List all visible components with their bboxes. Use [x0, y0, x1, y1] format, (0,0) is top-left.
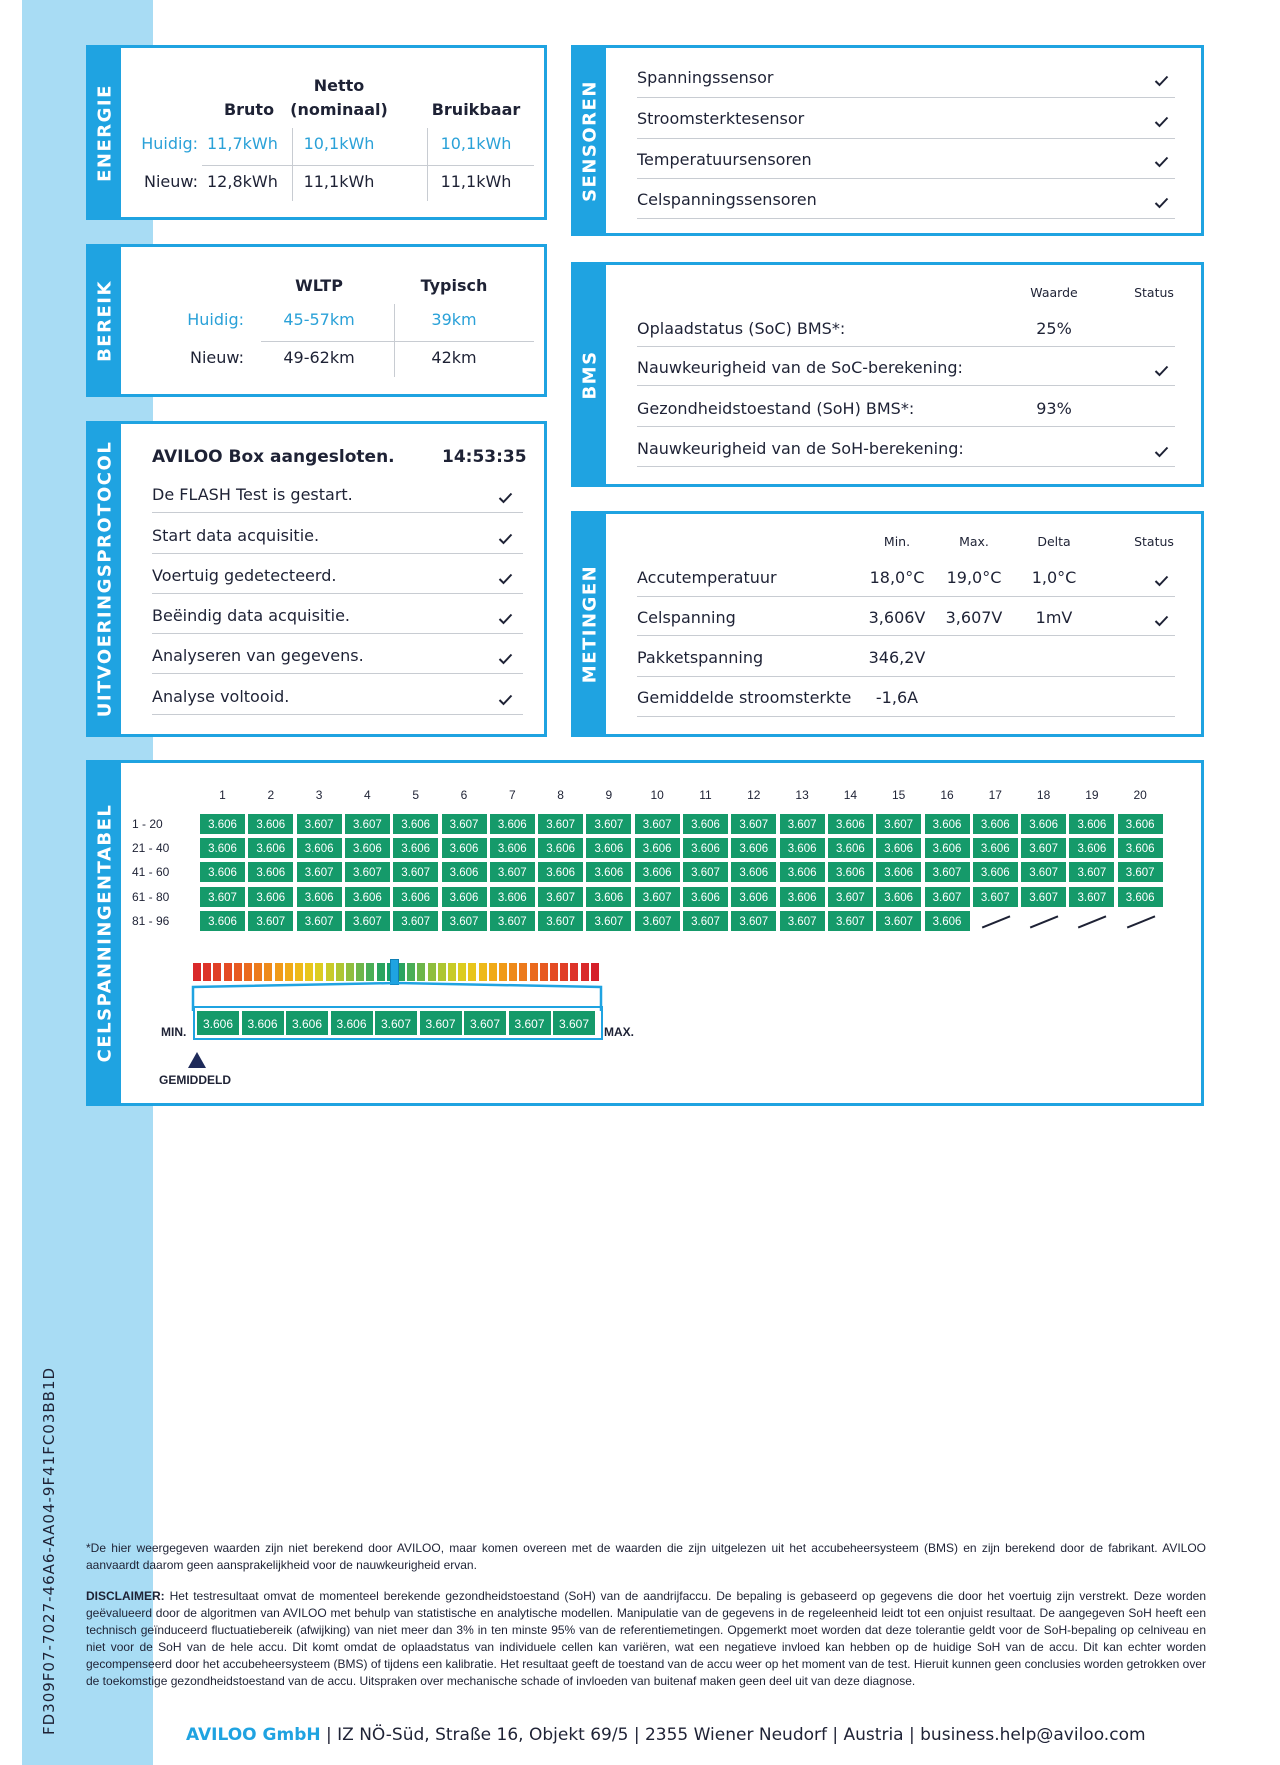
- column-number: 14: [843, 788, 858, 802]
- scale-max-label: MAX.: [604, 1025, 634, 1039]
- scale-segment: [519, 963, 527, 981]
- cell-voltage: 3.606: [730, 837, 777, 859]
- row-label: Huidig:: [187, 310, 244, 329]
- celspanning-tab: CELSPANNINGENTABEL: [89, 763, 121, 1103]
- cell-voltage: 3.607: [827, 886, 874, 908]
- cell-voltage: 3.607: [441, 813, 488, 835]
- cell-voltage: 3.606: [730, 861, 777, 883]
- meting-label: Pakketspanning: [637, 648, 764, 667]
- cell-voltage: 3.606: [875, 861, 922, 883]
- scale-segment: [550, 963, 558, 981]
- meting-max: 19,0°C: [946, 568, 1002, 587]
- disclaimer: [86, 1588, 1206, 1690]
- scale-segment: [336, 963, 344, 981]
- cell-voltage: 3.607: [779, 813, 826, 835]
- header-min: Min.: [883, 534, 911, 549]
- cell-voltage: 3.607: [392, 861, 439, 883]
- cell-voltage: 3.606: [199, 910, 246, 932]
- check-icon: [1154, 116, 1169, 128]
- divider: [152, 553, 523, 554]
- check-icon: [498, 492, 513, 504]
- scale-segment: [203, 963, 211, 981]
- value: 10,1kWh: [440, 134, 512, 153]
- header-status: Status: [1134, 534, 1174, 549]
- company-city: 2355 Wiener Neudorf: [644, 1725, 827, 1745]
- meting-min: 3,606V: [868, 608, 926, 627]
- scale-segment: [285, 963, 293, 981]
- scale-segment: [193, 963, 201, 981]
- cell-voltage: 3.606: [779, 837, 826, 859]
- cell-voltage: 3.606: [441, 837, 488, 859]
- cell-voltage: 3.606: [1020, 813, 1067, 835]
- cell-voltage: 3.606: [682, 837, 729, 859]
- check-icon: [498, 573, 513, 585]
- bms-label: Gezondheidstoestand (SoH) BMS*:: [637, 399, 915, 418]
- divider: [152, 512, 523, 513]
- cell-voltage: 3.607: [1020, 861, 1067, 883]
- column-number: 5: [412, 788, 420, 802]
- divider: [637, 466, 1175, 467]
- column-number: 12: [747, 788, 761, 802]
- cell-voltage: 3.607: [537, 886, 584, 908]
- company-info: AVILOO GmbH | IZ NÖ-Süd, Straße 16, Objekt 69/5 | 2355 Wiener Neudorf | Austria | business.help@aviloo.com: [186, 1725, 1146, 1745]
- bereik-tab: BEREIK: [89, 247, 121, 394]
- cell-voltage: 3.606: [489, 886, 536, 908]
- cell-voltage: 3.606: [779, 886, 826, 908]
- protocol-step: Start data acquisitie.: [152, 526, 320, 545]
- column-number: 1: [219, 788, 226, 802]
- header-wltp: WLTP: [295, 276, 343, 295]
- cell-voltage: 3.607: [296, 861, 343, 883]
- cell-voltage: 3.607: [1068, 886, 1115, 908]
- cell-voltage: 3.606: [1117, 837, 1164, 859]
- scale-segment: [377, 963, 385, 981]
- company-email[interactable]: business.help@aviloo.com: [920, 1725, 1146, 1745]
- row-label: Huidig:: [141, 134, 198, 153]
- scale-segment: [499, 963, 507, 981]
- disclaimer-text: Het testresultaat omvat de momenteel berekende gezondheidstoestand (SoH) van de aandrijfaccu. De bepaling is gebaseerd op gegevens die door het voertuig zijn verstrekt. Deze worden geëvalueerd door de algoritmen van AVILOO met behulp van statistische en analytische modellen. Manipulatie van de gegevens in de regeleenheid leidt tot een onjuist resultaat. De aangegeven SoH heeft een technisch geïnduceerd fluctuatiebereik (afwijking) van niet meer dan 3% in ten minste 95% van de referentiemetingen. Opgemerkt moet worden dat deze tolerantie geldt voor de SoH-bepaling op celniveau en niet voor de SoH van de hele accu. Dit komt omdat de oplaadstatus van individuele cellen kan variëren, wat een negatieve invloed kan hebben op de huidige SoH van de accu. Dit kan echter worden gecompenseerd door het accubeheersysteem (BMS) of tijdens een kalibratie. Het resultaat geeft de toestand van de accu weer op het moment van de test. Hieruit kunnen geen conclusies worden getrokken over de toekomstige gezondheidstoestand van de accu. Uitspraken over mechanische schade of invloeden van buitenaf maken geen deel uit van deze diagnose.: [86, 1589, 1206, 1688]
- scale-cell-voltage: 3.607: [552, 1010, 596, 1036]
- cell-voltage: 3.606: [585, 861, 632, 883]
- energie-card: [86, 45, 547, 220]
- cell-voltage: 3.606: [441, 861, 488, 883]
- sensoren-card: [571, 45, 1204, 236]
- column-number: 10: [650, 788, 664, 802]
- check-icon: [1154, 575, 1169, 587]
- scale-cell-voltage: 3.607: [463, 1010, 507, 1036]
- cell-voltage: 3.606: [827, 837, 874, 859]
- scale-segment: [458, 963, 466, 981]
- cell-voltage: 3.607: [634, 886, 681, 908]
- cell-voltage: 3.606: [247, 861, 294, 883]
- empty-cell-slash: [1030, 915, 1058, 928]
- cell-voltage: 3.607: [585, 813, 632, 835]
- cell-voltage: 3.607: [344, 861, 391, 883]
- meting-label: Accutemperatuur: [637, 568, 777, 587]
- scale-segment: [530, 963, 538, 981]
- cell-voltage: 3.606: [730, 886, 777, 908]
- divider: [637, 426, 1175, 427]
- cell-voltage: 3.606: [199, 837, 246, 859]
- cell-voltage: 3.607: [537, 813, 584, 835]
- bms-label: Oplaadstatus (SoC) BMS*:: [637, 319, 846, 338]
- check-icon: [498, 653, 513, 665]
- cell-voltage: 3.607: [972, 886, 1019, 908]
- cell-voltage: 3.606: [585, 837, 632, 859]
- sensor-label: Celspanningssensoren: [637, 190, 817, 209]
- divider: [427, 128, 428, 201]
- company-name: AVILOO GmbH: [186, 1725, 321, 1745]
- column-number: 2: [267, 788, 275, 802]
- scale-segment: [468, 963, 476, 981]
- scale-segment: [428, 963, 436, 981]
- scale-segment: [213, 963, 221, 981]
- value: 39km: [431, 310, 477, 329]
- divider: [637, 385, 1175, 386]
- cell-voltage: 3.606: [924, 837, 971, 859]
- scale-cell-voltage: 3.606: [285, 1010, 329, 1036]
- protocol-tab: UITVOERINGSPROTOCOL: [89, 424, 121, 734]
- check-icon: [1154, 197, 1169, 209]
- scale-segment: [224, 963, 232, 981]
- header-netto: Netto: [313, 76, 365, 95]
- cell-voltage: 3.607: [875, 813, 922, 835]
- row-label: 41 - 60: [132, 865, 170, 880]
- divider: [637, 97, 1175, 98]
- value: 11,7kWh: [207, 134, 278, 153]
- cell-voltage: 3.606: [392, 886, 439, 908]
- scale-segment: [305, 963, 313, 981]
- divider: [637, 346, 1175, 347]
- divider: [394, 304, 395, 377]
- row-label: 1 - 20: [132, 817, 163, 831]
- protocol-step: Voertuig gedetecteerd.: [152, 566, 337, 585]
- column-number: 3: [315, 788, 323, 802]
- meting-delta: 1,0°C: [1031, 568, 1077, 587]
- protocol-card: [86, 421, 547, 737]
- cell-voltage: 3.607: [1068, 861, 1115, 883]
- scale-segment: [254, 963, 262, 981]
- scale-segment: [581, 963, 589, 981]
- celspanning-card: [86, 760, 1204, 1106]
- cell-voltage: 3.606: [247, 886, 294, 908]
- header-typisch: Typisch: [420, 276, 488, 295]
- divider: [637, 138, 1175, 139]
- cell-voltage: 3.606: [441, 886, 488, 908]
- bms-value: 25%: [1036, 319, 1072, 338]
- cell-voltage: 3.606: [779, 861, 826, 883]
- cell-voltage: 3.607: [296, 813, 343, 835]
- scale-cell-voltage: 3.606: [196, 1010, 240, 1036]
- cell-voltage: 3.606: [1117, 813, 1164, 835]
- cell-voltage: 3.607: [199, 886, 246, 908]
- document-id: FD309F07-7027-46A6-AA04-9F41FC03BB1D: [40, 1366, 58, 1735]
- empty-cell-slash: [1126, 915, 1154, 928]
- row-label: Nieuw:: [190, 348, 244, 367]
- bms-label: Nauwkeurigheid van de SoC-berekening:: [637, 358, 963, 377]
- scale-segment: [295, 963, 303, 981]
- meting-min: -1,6A: [875, 688, 919, 707]
- cell-voltage: 3.606: [682, 813, 729, 835]
- cell-voltage: 3.606: [537, 837, 584, 859]
- scale-segment: [417, 963, 425, 981]
- bereik-card: [86, 244, 547, 397]
- footnote: *De hier weergegeven waarden zijn niet berekend door AVILOO, maar komen overeen met de waarden die zijn uitgelezen uit het accubeheersysteem (BMS) en zijn berekend door de fabrikant. AVILOO aanvaardt daarom geen aansprakelijkheid voor de nauwkeurigheid ervan.: [86, 1541, 1206, 1572]
- empty-cell-slash: [982, 915, 1010, 928]
- column-number: 8: [557, 788, 564, 802]
- scale-segment: [570, 963, 578, 981]
- column-number: 19: [1085, 788, 1099, 802]
- cell-voltage: 3.606: [1117, 886, 1164, 908]
- cell-voltage: 3.606: [972, 861, 1019, 883]
- divider: [292, 128, 293, 201]
- cell-voltage: 3.606: [1068, 837, 1115, 859]
- scale-segment: [366, 963, 374, 981]
- protocol-step: De FLASH Test is gestart.: [152, 485, 353, 504]
- meting-delta: 1mV: [1035, 608, 1073, 627]
- check-icon: [1154, 75, 1169, 87]
- scale-segment: [264, 963, 272, 981]
- check-icon: [1154, 615, 1169, 627]
- check-icon: [1154, 156, 1169, 168]
- cell-voltage: 3.607: [392, 910, 439, 932]
- scale-cell-voltage: 3.607: [374, 1010, 418, 1036]
- column-number: 17: [988, 788, 1002, 802]
- scale-cell-voltage: 3.607: [508, 1010, 552, 1036]
- cell-voltage: 3.607: [1117, 861, 1164, 883]
- protocol-step: Beëindig data acquisitie.: [152, 606, 350, 625]
- divider: [637, 676, 1175, 677]
- cell-voltage: 3.606: [247, 813, 294, 835]
- cell-voltage: 3.607: [924, 861, 971, 883]
- divider: [637, 716, 1175, 717]
- cell-voltage: 3.606: [199, 861, 246, 883]
- cell-voltage: 3.606: [585, 886, 632, 908]
- row-label: 21 - 40: [132, 841, 170, 856]
- divider: [637, 635, 1175, 636]
- cell-voltage: 3.607: [682, 861, 729, 883]
- cell-voltage: 3.607: [537, 910, 584, 932]
- value: 10,1kWh: [303, 134, 375, 153]
- cell-voltage: 3.606: [247, 837, 294, 859]
- cell-voltage: 3.607: [489, 861, 536, 883]
- average-marker-icon: [188, 1052, 206, 1068]
- scale-marker: [390, 959, 399, 985]
- header-waarde: Waarde: [1030, 285, 1078, 300]
- cell-voltage: 3.606: [827, 813, 874, 835]
- row-label: Nieuw:: [144, 172, 198, 191]
- scale-segment: [244, 963, 252, 981]
- cell-voltage: 3.606: [875, 886, 922, 908]
- scale-segment: [540, 963, 548, 981]
- bms-value: 93%: [1036, 399, 1072, 418]
- scale-segment: [407, 963, 415, 981]
- meting-label: Gemiddelde stroomsterkte: [637, 688, 852, 707]
- cell-voltage: 3.607: [247, 910, 294, 932]
- scale-segment: [346, 963, 354, 981]
- disclaimer-label: DISCLAIMER:: [86, 1589, 165, 1603]
- cell-voltage: 3.607: [875, 910, 922, 932]
- scale-segment: [560, 963, 568, 981]
- cell-voltage: 3.607: [634, 813, 681, 835]
- metingen-card: [571, 511, 1204, 737]
- bms-tab: BMS: [574, 265, 606, 484]
- check-icon: [498, 694, 513, 706]
- cell-voltage: 3.607: [634, 910, 681, 932]
- divider: [152, 633, 523, 634]
- scale-segment: [479, 963, 487, 981]
- scale-segment: [356, 963, 364, 981]
- divider: [202, 165, 534, 166]
- cell-voltage: 3.606: [489, 813, 536, 835]
- cell-voltage: 3.606: [296, 837, 343, 859]
- divider: [152, 593, 523, 594]
- header-max: Max.: [959, 534, 989, 549]
- cell-voltage: 3.607: [730, 813, 777, 835]
- column-number: 15: [892, 788, 906, 802]
- cell-voltage: 3.607: [296, 910, 343, 932]
- scale-min-label: MIN.: [161, 1025, 187, 1039]
- metingen-tab: METINGEN: [574, 514, 606, 734]
- average-label: GEMIDDELD: [159, 1073, 231, 1087]
- divider: [261, 341, 534, 342]
- scale-segment: [489, 963, 497, 981]
- cell-voltage: 3.607: [924, 886, 971, 908]
- protocol-heading: AVILOO Box aangesloten.: [152, 447, 395, 467]
- cell-voltage: 3.606: [634, 861, 681, 883]
- value: 11,1kWh: [440, 172, 512, 191]
- energie-tab: ENERGIE: [89, 48, 121, 217]
- divider: [152, 673, 523, 674]
- cell-voltage: 3.606: [199, 813, 246, 835]
- cell-voltage: 3.606: [296, 886, 343, 908]
- cell-voltage: 3.607: [827, 910, 874, 932]
- meting-min: 346,2V: [868, 648, 926, 667]
- scale-segment: [448, 963, 456, 981]
- protocol-step: Analyseren van gegevens.: [152, 646, 364, 665]
- column-number: 18: [1036, 788, 1051, 802]
- scale-segment: [591, 963, 599, 981]
- column-number: 9: [605, 788, 613, 802]
- column-number: 4: [364, 788, 371, 802]
- header-bruto: Bruto: [223, 100, 275, 119]
- company-address: IZ NÖ-Süd, Straße 16, Objekt 69/5: [337, 1725, 629, 1745]
- check-icon: [498, 533, 513, 545]
- cell-voltage: 3.606: [489, 837, 536, 859]
- cell-voltage: 3.606: [537, 861, 584, 883]
- value: 45-57km: [283, 310, 355, 329]
- scale-segment: [275, 963, 283, 981]
- sensoren-tab: SENSOREN: [574, 48, 606, 233]
- column-number: 16: [940, 788, 954, 802]
- scale-segment: [438, 963, 446, 981]
- cell-voltage: 3.607: [1020, 837, 1067, 859]
- cell-voltage: 3.607: [682, 910, 729, 932]
- column-number: 20: [1133, 788, 1147, 802]
- cell-voltage: 3.607: [585, 910, 632, 932]
- scale-segment: [509, 963, 517, 981]
- sensor-label: Stroomsterktesensor: [637, 109, 805, 128]
- cell-voltage: 3.607: [344, 910, 391, 932]
- cell-voltage: 3.606: [392, 837, 439, 859]
- divider: [637, 596, 1175, 597]
- cell-voltage: 3.606: [634, 837, 681, 859]
- cell-voltage: 3.607: [489, 910, 536, 932]
- check-icon: [498, 613, 513, 625]
- scale-segment: [234, 963, 242, 981]
- scale-segment: [315, 963, 323, 981]
- column-number: 7: [508, 788, 516, 802]
- scale-cell-voltage: 3.606: [241, 1010, 285, 1036]
- bms-card: [571, 262, 1204, 487]
- header-nominaal: (nominaal): [290, 100, 388, 119]
- cell-voltage: 3.606: [1068, 813, 1115, 835]
- cell-voltage: 3.607: [1020, 886, 1067, 908]
- cell-voltage: 3.607: [779, 910, 826, 932]
- protocol-time: 14:53:35: [442, 447, 527, 467]
- cell-voltage: 3.607: [730, 910, 777, 932]
- value: 11,1kWh: [303, 172, 375, 191]
- protocol-step: Analyse voltooid.: [152, 687, 290, 706]
- value: 49-62km: [283, 348, 355, 367]
- meting-min: 18,0°C: [869, 568, 925, 587]
- cell-voltage: 3.606: [344, 837, 391, 859]
- cell-voltage: 3.606: [344, 886, 391, 908]
- cell-voltage: 3.606: [924, 910, 971, 932]
- column-number: 6: [460, 788, 468, 802]
- row-label: 61 - 80: [132, 889, 170, 904]
- meting-max: 3,607V: [945, 608, 1003, 627]
- divider: [152, 714, 523, 715]
- cell-voltage: 3.606: [972, 837, 1019, 859]
- check-icon: [1154, 365, 1169, 377]
- cell-voltage: 3.606: [682, 886, 729, 908]
- empty-cell-slash: [1078, 915, 1106, 928]
- cell-voltage: 3.606: [392, 813, 439, 835]
- bms-label: Nauwkeurigheid van de SoH-berekening:: [637, 439, 964, 458]
- row-label: 81 - 96: [132, 913, 170, 928]
- value: 42km: [431, 348, 477, 367]
- sensor-label: Temperatuursensoren: [637, 150, 812, 169]
- sensor-label: Spanningssensor: [637, 68, 774, 87]
- column-number: 13: [795, 788, 809, 802]
- scale-segment: [326, 963, 334, 981]
- value: 12,8kWh: [207, 172, 278, 191]
- cell-voltage: 3.607: [441, 910, 488, 932]
- scale-cell-voltage: 3.606: [330, 1010, 374, 1036]
- meting-label: Celspanning: [637, 608, 736, 627]
- company-country: Austria: [843, 1725, 904, 1745]
- scale-cell-voltage: 3.607: [419, 1010, 463, 1036]
- cell-voltage: 3.607: [344, 813, 391, 835]
- cell-voltage: 3.606: [924, 813, 971, 835]
- header-status: Status: [1134, 285, 1174, 300]
- header-delta: Delta: [1037, 534, 1071, 549]
- check-icon: [1154, 446, 1169, 458]
- divider: [637, 178, 1175, 179]
- cell-voltage: 3.606: [972, 813, 1019, 835]
- column-number: 11: [699, 788, 712, 802]
- cell-voltage: 3.606: [875, 837, 922, 859]
- cell-voltage: 3.606: [827, 861, 874, 883]
- header-bruikbaar: Bruikbaar: [431, 100, 521, 119]
- divider: [637, 218, 1175, 219]
